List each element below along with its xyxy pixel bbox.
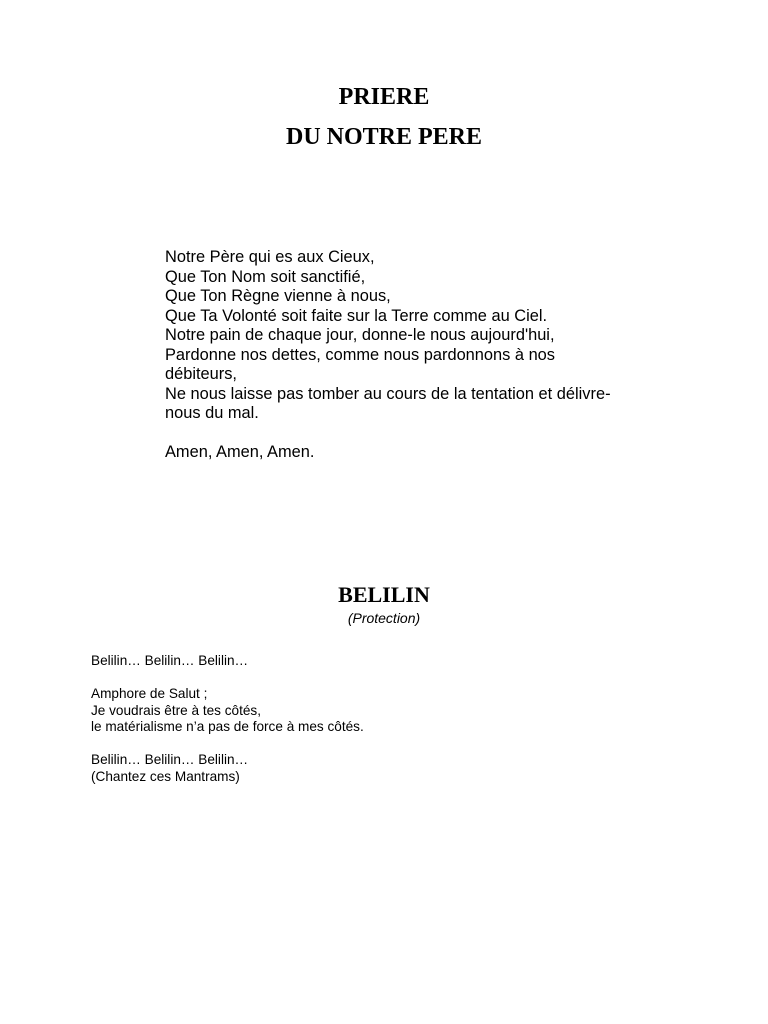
prayer-line: Notre pain de chaque jour, donne-le nous aujourd'hui,	[165, 326, 555, 344]
prayer-line: Ne nous laisse pas tomber au cours de la tentation et délivre-	[165, 384, 611, 403]
prayer-title-line-2: DU NOTRE PERE	[285, 124, 483, 150]
prayer-line: Que Ton Nom soit sanctifié,	[165, 267, 366, 286]
prayer-line: Que Ton Règne vienne à nous,	[165, 287, 391, 305]
paragraph-gap	[91, 670, 691, 687]
prayer-title-line-1: PRIERE	[338, 84, 430, 110]
prayer-text	[165, 248, 685, 463]
belilin-title: BELILIN	[338, 582, 430, 607]
prayer-line: nous du mal.	[165, 404, 259, 422]
belilin-line: Je voudrais être à tes côtés,	[91, 702, 262, 718]
belilin-line: Amphore de Salut ;	[91, 686, 208, 701]
belilin-line: (Chantez ces Mantrams)	[91, 768, 240, 784]
prayer-line: débiteurs,	[165, 365, 237, 383]
belilin-line: Belilin… Belilin… Belilin…	[91, 752, 249, 767]
paragraph-gap	[91, 736, 691, 753]
prayer-line: Pardonne nos dettes, comme nous pardonnons à nos	[165, 345, 555, 364]
prayer-closing: Amen, Amen, Amen.	[165, 443, 315, 461]
belilin-line: Belilin… Belilin… Belilin…	[91, 653, 249, 668]
belilin-subtitle: (Protection)	[347, 610, 421, 626]
prayer-line: Notre Père qui es aux Cieux,	[165, 248, 375, 266]
paragraph-gap	[165, 424, 685, 444]
prayer-line: Que Ta Volonté soit faite sur la Terre comme au Ciel.	[165, 306, 548, 325]
belilin-text	[91, 653, 691, 785]
belilin-line: le matérialisme n’a pas de force à mes côtés.	[91, 719, 364, 734]
